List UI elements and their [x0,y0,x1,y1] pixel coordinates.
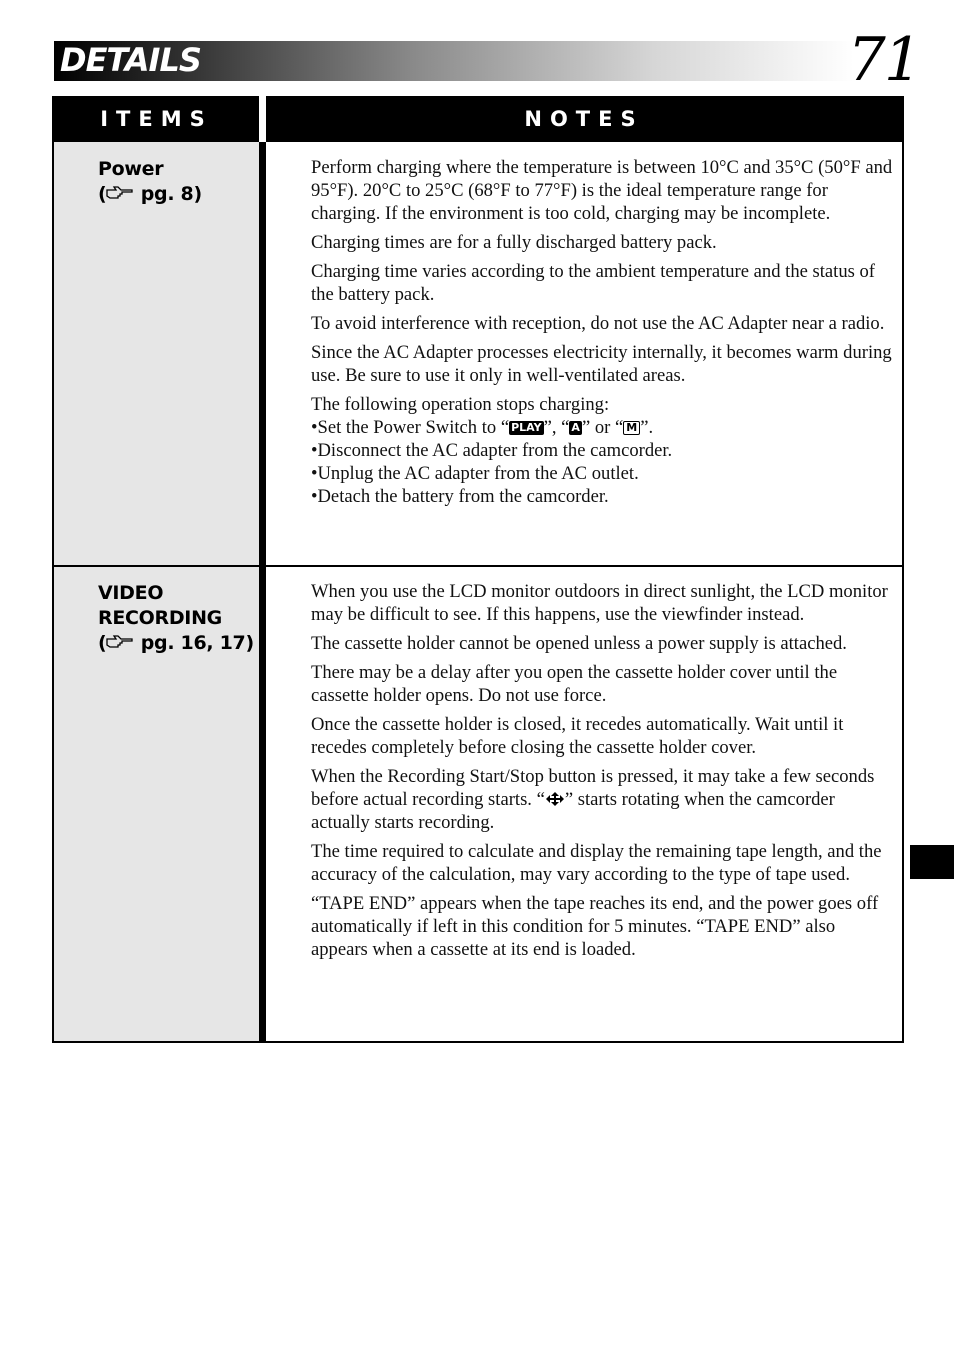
bullet-text: ” or “ [581,417,624,438]
header-gap [259,96,266,142]
note-text: Since the AC Adapter processes electricity internally, it becomes warm during use. Be sure to use it only in well-ventilated areas. [311,342,892,386]
recording-rotating-icon [545,791,565,807]
manual-mode-icon: M [623,421,640,435]
item-video-label-line2: RECORDING [98,607,222,629]
note-text: The cassette holder cannot be opened unless a power supply is attached. [311,633,847,654]
note-text: Charging time varies according to the ambient temperature and the status of the battery pack. [311,261,876,305]
item-power-ref-text: pg. 8) [140,183,202,205]
bullet-text: •Set the Power Switch to “ [311,417,510,438]
item-video-ref: ( pg. 16, 17) [98,632,254,654]
note-text: There may be a delay after you open the cassette holder cover until the cassette holder opens. Do not use force. [311,662,838,706]
notes-power [311,156,896,508]
pointing-hand-icon [106,635,134,649]
item-power-label: Power [98,158,164,180]
details-table [52,96,904,1043]
items-header: ITEMS [54,96,259,142]
page-title: DETAILS [60,41,201,79]
bullet-item: •Unplug the AC adapter from the AC outlet. [311,463,639,484]
notes-video-recording [311,580,896,961]
note-text-part: ” starts rotating when the camcorder actually starts recording. [311,789,835,833]
note-text: To avoid interference with reception, do not use the AC Adapter near a radio. [311,313,885,334]
note-text: “TAPE END” appears when the tape reaches its end, and the power goes off automatically if left in this condition for 5 minutes. “TAPE END” also appears when a cassette at its end is loaded. [311,893,879,960]
column-divider [259,142,266,1041]
note-list-intro: The following operation stops charging: [311,394,610,415]
note-text-part: When the Recording Start/Stop button is pressed, it may take a few seconds before actual recording starts. “ [311,766,875,810]
item-video-recording [98,581,254,656]
note-text: When you use the LCD monitor outdoors in direct sunlight, the LCD monitor may be difficult to see. If this happens, use the viewfinder instead. [311,581,888,625]
item-video-ref-text: pg. 16, 17) [140,632,254,654]
row-separator [54,565,902,567]
auto-mode-icon: A [571,421,580,434]
item-power [98,157,202,207]
section-tab-marker [910,845,954,879]
page-number: 71 [847,25,920,95]
note-text [311,393,896,508]
bullet-item: •Disconnect the AC adapter from the camcorder. [311,440,673,461]
item-power-ref: ( pg. 8) [98,183,202,205]
notes-header: NOTES [266,96,902,142]
play-mode-icon: PLAY [511,421,542,434]
item-video-label-line1: VIDEO [98,582,164,604]
note-text: Charging times are for a fully discharged battery pack. [311,232,717,253]
note-text: Perform charging where the temperature is between 10°C and 35°C (50°F and 95°F). 20°C to 25°C (68°F to 77°F) is the ideal temperature range for charging. If the environment is too cold, charging may be incomplete. [311,157,893,224]
note-text: The time required to calculate and display the remaining tape length, and the accuracy of the calculation, may vary according to the type of tape used. [311,841,882,885]
pointing-hand-icon [106,186,134,200]
note-text: Once the cassette holder is closed, it recedes automatically. Wait until it recedes completely before closing the cassette holder cover. [311,714,844,758]
bullet-item: •Detach the battery from the camcorder. [311,486,609,507]
bullet-text: ”, “ [543,417,570,438]
note-text [311,765,896,834]
bullet-text: ”. [640,417,654,438]
bullet-item [311,416,896,439]
